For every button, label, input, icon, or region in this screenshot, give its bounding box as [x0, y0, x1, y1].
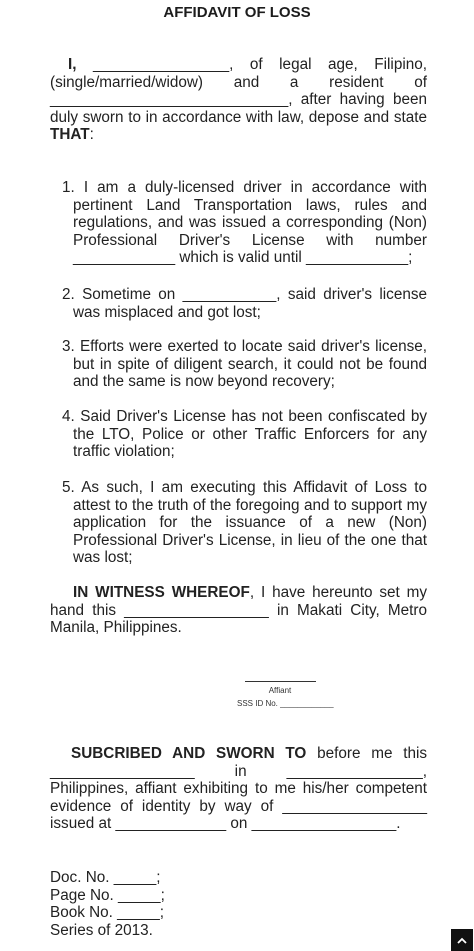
- intro-text: ________________, of legal age, Filipino, (single/married/widow) and a resident of ____________________________, after having been duly sworn to in accordance with law, depose and state: [50, 56, 427, 126]
- witness-text: , I have hereunto set my hand this _________________ in Makati City, Metro Manila, Philippines.: [50, 584, 427, 637]
- affiant-label: Affiant: [268, 686, 292, 695]
- intro-paragraph: [50, 56, 427, 144]
- scroll-to-top-button[interactable]: [451, 929, 473, 951]
- list-item-5: 5. As such, I am executing this Affidavit of Loss to attest to the truth of the foregoing and to support my application for the issuance of a new (Non) Professional Driver's License, in lieu of the one that was lost;: [62, 479, 427, 567]
- subscribed-text: before me this _________________ in ________________, Philippines, affiant exhibiting to me his/her competent evidence of identity by way of _________________ issued at _____________ on _________________.: [50, 745, 427, 833]
- page-no: Page No. _____;: [50, 886, 165, 904]
- intro-that: THAT: [50, 126, 90, 144]
- subscribed-heading: SUBCRIBED AND SWORN TO: [71, 745, 307, 762]
- doc-no: Doc. No. _____;: [50, 869, 161, 886]
- chevron-up-icon: [457, 937, 467, 944]
- book-no: Book No. _____;: [50, 904, 164, 922]
- doc-footer: [50, 869, 165, 939]
- list-item-2: 2. Sometime on ___________, said driver's license was misplaced and got lost;: [62, 286, 427, 321]
- witness-paragraph: [50, 584, 427, 637]
- intro-i: I,: [68, 56, 77, 73]
- list-item-1: 1. I am a duly-licensed driver in accordance with pertinent Land Transportation laws, rules and regulations, and was issued a corresponding (Non) Professional Driver's License with number ____________ which is valid until ____________;: [62, 179, 427, 267]
- document-title: AFFIDAVIT OF LOSS: [163, 4, 311, 21]
- list-item-3: 3. Efforts were exerted to locate said driver's license, but in spite of diligent search, it could not be found and the same is now beyond recovery;: [62, 338, 427, 391]
- subscribed-paragraph: [50, 745, 427, 833]
- sss-id-label: SSS ID No. ____________: [237, 699, 334, 708]
- series: Series of 2013.: [50, 921, 153, 939]
- intro-colon: :: [89, 126, 94, 144]
- signature-line: [245, 681, 316, 682]
- list-item-4: 4. Said Driver's License has not been confiscated by the LTO, Police or other Traffic Enforcers for any traffic violation;: [62, 408, 427, 461]
- witness-heading: IN WITNESS WHEREOF: [73, 584, 250, 601]
